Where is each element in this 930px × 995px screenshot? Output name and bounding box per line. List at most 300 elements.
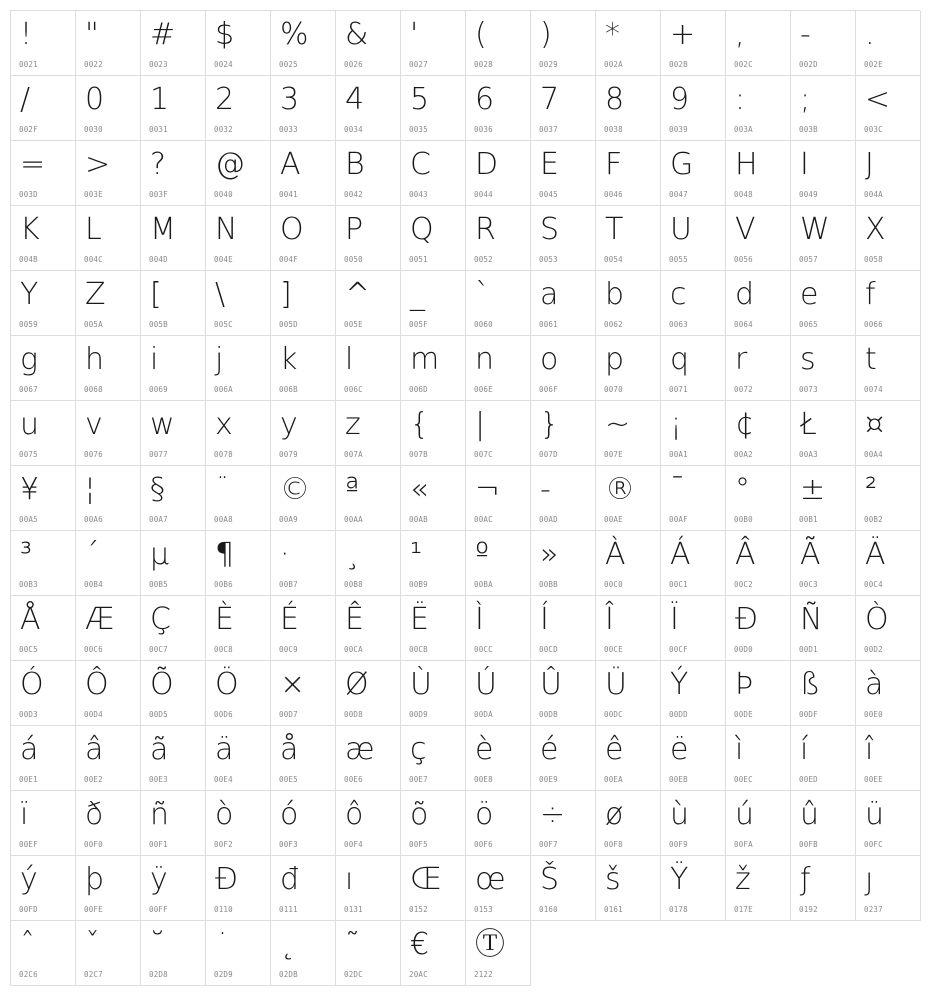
glyph-codepoint: 00F6 (474, 840, 493, 849)
glyph-cell (661, 466, 726, 531)
glyph-cell (791, 206, 856, 271)
glyph-cell (596, 596, 661, 661)
glyph-cell (661, 791, 726, 856)
glyph-codepoint: 00BB (539, 580, 558, 589)
glyph-cell (206, 401, 271, 466)
glyph-codepoint: 00E9 (539, 775, 558, 784)
glyph-cell (76, 271, 141, 336)
glyph-codepoint: 00B9 (409, 580, 428, 589)
glyph-codepoint: 005E (344, 320, 363, 329)
glyph-cell (596, 856, 661, 921)
glyph-cell (11, 856, 76, 921)
glyph-cell (141, 531, 206, 596)
glyph-cell (206, 726, 271, 791)
glyph-cell (856, 271, 921, 336)
glyph-char: a (540, 277, 559, 312)
glyph-codepoint: 00E7 (409, 775, 428, 784)
glyph-codepoint: 007B (409, 450, 428, 459)
glyph-cell (791, 141, 856, 206)
glyph-char: Ï (670, 602, 679, 637)
glyph-cell (726, 531, 791, 596)
glyph-cell (856, 856, 921, 921)
glyph-codepoint: 00B6 (214, 580, 233, 589)
glyph-codepoint: 00F9 (669, 840, 688, 849)
glyph-codepoint: 00A9 (279, 515, 298, 524)
glyph-cell (791, 791, 856, 856)
glyph-cell (336, 531, 401, 596)
glyph-char: ! (20, 17, 33, 52)
glyph-char: L (85, 212, 102, 247)
glyph-cell (466, 206, 531, 271)
glyph-cell (76, 401, 141, 466)
glyph-cell (206, 76, 271, 141)
glyph-cell (401, 76, 466, 141)
glyph-char: t (865, 342, 877, 377)
glyph-cell (11, 791, 76, 856)
glyph-cell (76, 856, 141, 921)
glyph-char: 3 (280, 82, 300, 117)
glyph-cell (336, 401, 401, 466)
glyph-char: Ý (670, 667, 689, 702)
glyph-codepoint: 02D8 (149, 970, 168, 979)
glyph-codepoint: 0026 (344, 60, 363, 69)
glyph-char: m (410, 342, 440, 377)
glyph-codepoint: 0072 (734, 385, 753, 394)
glyph-cell (206, 206, 271, 271)
glyph-cell (76, 596, 141, 661)
glyph-codepoint: 0070 (604, 385, 623, 394)
glyph-char: ] (280, 277, 292, 312)
glyph-char: ˙ (215, 927, 230, 962)
glyph-codepoint: 00D3 (19, 710, 38, 719)
glyph-codepoint: 00CC (474, 645, 493, 654)
glyph-cell (76, 141, 141, 206)
glyph-char: ° (735, 472, 750, 507)
glyph-codepoint: 017E (734, 905, 753, 914)
glyph-codepoint: 0046 (604, 190, 623, 199)
glyph-char: 6 (475, 82, 495, 117)
glyph-cell (336, 856, 401, 921)
glyph-cell (271, 206, 336, 271)
glyph-codepoint: 003E (84, 190, 103, 199)
glyph-codepoint: 0050 (344, 255, 363, 264)
glyph-codepoint: 00B0 (734, 515, 753, 524)
glyph-cell (466, 401, 531, 466)
glyph-cell (531, 596, 596, 661)
glyph-char: é (540, 732, 559, 767)
glyph-char: N (215, 212, 238, 247)
glyph-codepoint: 0037 (539, 125, 558, 134)
glyph-char: Ù (410, 667, 432, 702)
glyph-cell (11, 141, 76, 206)
glyph-cell (206, 921, 271, 986)
glyph-char: j (215, 342, 224, 377)
glyph-cell (401, 661, 466, 726)
glyph-char: . (865, 17, 875, 52)
glyph-codepoint: 006E (474, 385, 493, 394)
glyph-char: ȷ (865, 862, 874, 897)
glyph-char: ê (605, 732, 624, 767)
glyph-char: × (280, 667, 306, 702)
glyph-char: õ (410, 797, 429, 832)
glyph-cell (856, 76, 921, 141)
glyph-char: ó (280, 797, 299, 832)
glyph-codepoint: 0192 (799, 905, 818, 914)
glyph-cell (401, 791, 466, 856)
glyph-codepoint: 00D7 (279, 710, 298, 719)
glyph-char: @ (215, 147, 245, 182)
glyph-codepoint: 0027 (409, 60, 428, 69)
glyph-char: 1 (150, 82, 170, 117)
glyph-cell (791, 661, 856, 726)
glyph-char: U (670, 212, 692, 247)
glyph-cell (466, 76, 531, 141)
glyph-cell (76, 921, 141, 986)
glyph-codepoint: 004A (864, 190, 883, 199)
glyph-char: > (85, 147, 111, 182)
glyph-cell (76, 336, 141, 401)
glyph-cell (791, 856, 856, 921)
glyph-codepoint: 006D (409, 385, 428, 394)
glyph-codepoint: 0178 (669, 905, 688, 914)
glyph-char: Y (20, 277, 39, 312)
glyph-codepoint: 005A (84, 320, 103, 329)
glyph-codepoint: 0038 (604, 125, 623, 134)
glyph-codepoint: 0053 (539, 255, 558, 264)
glyph-char: : (735, 82, 746, 117)
glyph-codepoint: 00C2 (734, 580, 753, 589)
glyph-cell (856, 141, 921, 206)
glyph-cell (206, 661, 271, 726)
glyph-char: ˜ (345, 927, 360, 962)
glyph-codepoint: 00FD (19, 905, 38, 914)
glyph-codepoint: 00AD (539, 515, 558, 524)
glyph-codepoint: 0028 (474, 60, 493, 69)
glyph-cell (466, 466, 531, 531)
glyph-codepoint: 0049 (799, 190, 818, 199)
glyph-cell (791, 726, 856, 791)
glyph-cell (141, 466, 206, 531)
glyph-char: ı (345, 862, 354, 897)
glyph-char: ª (345, 472, 360, 507)
glyph-char: Ö (215, 667, 239, 702)
glyph-codepoint: 005C (214, 320, 233, 329)
glyph-cell (596, 11, 661, 76)
glyph-codepoint: 00E4 (214, 775, 233, 784)
glyph-codepoint: 004F (279, 255, 298, 264)
glyph-char: ÿ (150, 862, 168, 897)
glyph-char: 7 (540, 82, 560, 117)
glyph-char: + (670, 17, 696, 52)
glyph-codepoint: 0152 (409, 905, 428, 914)
glyph-char: [ (150, 277, 162, 312)
glyph-cell (531, 791, 596, 856)
glyph-cell (401, 141, 466, 206)
glyph-cell (726, 856, 791, 921)
glyph-char: µ (150, 537, 170, 572)
glyph-char: ( (475, 17, 487, 52)
glyph-cell (336, 661, 401, 726)
glyph-char: á (20, 732, 39, 767)
glyph-cell (401, 336, 466, 401)
glyph-codepoint: 00E6 (344, 775, 363, 784)
glyph-char: Ë (410, 602, 429, 637)
glyph-codepoint: 002E (864, 60, 883, 69)
glyph-cell (856, 661, 921, 726)
glyph-cell (11, 76, 76, 141)
glyph-char: o (540, 342, 559, 377)
glyph-cell (271, 791, 336, 856)
glyph-codepoint: 00A8 (214, 515, 233, 524)
glyph-codepoint: 00AC (474, 515, 493, 524)
glyph-cell (791, 466, 856, 531)
glyph-cell (11, 596, 76, 661)
glyph-cell (11, 11, 76, 76)
glyph-cell (596, 336, 661, 401)
glyph-cell (141, 141, 206, 206)
glyph-codepoint: 00AF (669, 515, 688, 524)
glyph-codepoint: 00BA (474, 580, 493, 589)
glyph-codepoint: 00C9 (279, 645, 298, 654)
glyph-char: Z (85, 277, 106, 312)
glyph-char: Q (410, 212, 434, 247)
glyph-cell (466, 336, 531, 401)
glyph-char: ¶ (215, 537, 235, 572)
glyph-char: î (865, 732, 874, 767)
glyph-codepoint: 00A1 (669, 450, 688, 459)
glyph-char: ' (410, 17, 419, 52)
glyph-cell (596, 271, 661, 336)
glyph-codepoint: 00E2 (84, 775, 103, 784)
glyph-codepoint: 0063 (669, 320, 688, 329)
glyph-codepoint: 00A7 (149, 515, 168, 524)
glyph-codepoint: 00F1 (149, 840, 168, 849)
glyph-cell (466, 141, 531, 206)
glyph-char: ) (540, 17, 552, 52)
glyph-cell (76, 726, 141, 791)
glyph-codepoint: 003F (149, 190, 168, 199)
glyph-char: ² (865, 472, 878, 507)
glyph-codepoint: 00C7 (149, 645, 168, 654)
glyph-cell (401, 726, 466, 791)
glyph-codepoint: 00DE (734, 710, 753, 719)
glyph-char: = (20, 147, 46, 182)
glyph-codepoint: 0110 (214, 905, 233, 914)
glyph-codepoint: 0074 (864, 385, 883, 394)
glyph-codepoint: 005D (279, 320, 298, 329)
glyph-char: f (865, 277, 876, 312)
glyph-char: û (800, 797, 820, 832)
glyph-char: 8 (605, 82, 625, 117)
glyph-char: ü (865, 797, 885, 832)
glyph-cell (141, 11, 206, 76)
glyph-codepoint: 0078 (214, 450, 233, 459)
glyph-codepoint: 00C5 (19, 645, 38, 654)
glyph-char: H (735, 147, 758, 182)
glyph-char: ñ (150, 797, 170, 832)
glyph-codepoint: 007E (604, 450, 623, 459)
glyph-codepoint: 00FF (149, 905, 168, 914)
glyph-grid (10, 10, 920, 986)
glyph-codepoint: 006A (214, 385, 233, 394)
glyph-char: ¥ (20, 472, 40, 507)
glyph-char: < (865, 82, 891, 117)
glyph-char: Ø (345, 667, 369, 702)
glyph-cell (141, 336, 206, 401)
glyph-codepoint: 00C1 (669, 580, 688, 589)
glyph-cell (466, 856, 531, 921)
glyph-codepoint: 00E0 (864, 710, 883, 719)
glyph-cell (271, 726, 336, 791)
glyph-char: ˇ (85, 927, 100, 962)
glyph-cell (271, 466, 336, 531)
glyph-cell (466, 11, 531, 76)
glyph-cell (661, 531, 726, 596)
glyph-char: Õ (150, 667, 174, 702)
glyph-codepoint: 00B7 (279, 580, 298, 589)
glyph-cell (791, 336, 856, 401)
glyph-char: w (150, 407, 175, 442)
glyph-codepoint: 00C8 (214, 645, 233, 654)
glyph-codepoint: 00E8 (474, 775, 493, 784)
glyph-char: d (735, 277, 755, 312)
glyph-char: K (20, 212, 40, 247)
glyph-codepoint: 00FB (799, 840, 818, 849)
glyph-codepoint: 00A4 (864, 450, 883, 459)
glyph-cell (856, 206, 921, 271)
glyph-cell (206, 856, 271, 921)
glyph-cell (336, 466, 401, 531)
glyph-char: Í (540, 602, 549, 637)
glyph-cell (11, 531, 76, 596)
glyph-cell (141, 791, 206, 856)
glyph-char: í (800, 732, 809, 767)
glyph-cell (661, 596, 726, 661)
glyph-char: Ê (345, 602, 364, 637)
glyph-codepoint: 00F4 (344, 840, 363, 849)
glyph-char: & (345, 17, 369, 52)
glyph-char: § (150, 472, 165, 507)
glyph-codepoint: 006F (539, 385, 558, 394)
glyph-codepoint: 00FC (864, 840, 883, 849)
glyph-cell (76, 791, 141, 856)
glyph-char: / (20, 82, 31, 117)
glyph-codepoint: 0067 (19, 385, 38, 394)
glyph-codepoint: 00CE (604, 645, 623, 654)
glyph-cell (791, 271, 856, 336)
glyph-cell (11, 206, 76, 271)
glyph-cell (76, 661, 141, 726)
glyph-char: " (85, 17, 99, 52)
glyph-codepoint: 00D8 (344, 710, 363, 719)
glyph-cell (336, 336, 401, 401)
glyph-cell (401, 856, 466, 921)
glyph-codepoint: 00C0 (604, 580, 623, 589)
glyph-char: º (475, 537, 490, 572)
glyph-codepoint: 0025 (279, 60, 298, 69)
glyph-codepoint: 0058 (864, 255, 883, 264)
glyph-cell (661, 76, 726, 141)
glyph-codepoint: 02C6 (19, 970, 38, 979)
glyph-char: A (280, 147, 301, 182)
glyph-cell (791, 11, 856, 76)
glyph-char: ï (20, 797, 29, 832)
glyph-codepoint: 00A2 (734, 450, 753, 459)
glyph-char: ù (670, 797, 690, 832)
glyph-cell (661, 141, 726, 206)
glyph-codepoint: 00EF (19, 840, 38, 849)
glyph-char: P (345, 212, 364, 247)
glyph-codepoint: 2122 (474, 970, 493, 979)
glyph-char: Ñ (800, 602, 823, 637)
glyph-char: x (215, 407, 233, 442)
glyph-codepoint: 00D6 (214, 710, 233, 719)
glyph-char: Á (670, 537, 691, 572)
glyph-char: T (605, 212, 624, 247)
glyph-char: ˆ (20, 927, 35, 962)
glyph-char: Ü (605, 667, 627, 702)
glyph-char: Đ (215, 862, 239, 897)
glyph-cell (726, 11, 791, 76)
glyph-char: q (670, 342, 690, 377)
glyph-char: Þ (735, 667, 754, 702)
glyph-char: ž (735, 862, 751, 897)
glyph-cell (401, 401, 466, 466)
glyph-cell (271, 856, 336, 921)
glyph-cell (661, 856, 726, 921)
glyph-codepoint: 003B (799, 125, 818, 134)
glyph-codepoint: 0022 (84, 60, 103, 69)
glyph-cell (531, 531, 596, 596)
glyph-codepoint: 0131 (344, 905, 363, 914)
glyph-cell (141, 661, 206, 726)
glyph-char: â (85, 732, 104, 767)
glyph-codepoint: 0075 (19, 450, 38, 459)
glyph-char: _ (410, 277, 425, 312)
glyph-codepoint: 003A (734, 125, 753, 134)
glyph-char: € (410, 927, 430, 962)
glyph-codepoint: 0043 (409, 190, 428, 199)
glyph-codepoint: 0111 (279, 905, 298, 914)
glyph-codepoint: 002C (734, 60, 753, 69)
glyph-char: š (605, 862, 621, 897)
glyph-cell (401, 596, 466, 661)
glyph-codepoint: 00ED (799, 775, 818, 784)
glyph-codepoint: 007C (474, 450, 493, 459)
glyph-codepoint: 005B (149, 320, 168, 329)
glyph-char: É (280, 602, 299, 637)
glyph-char: , (735, 17, 745, 52)
glyph-codepoint: 0054 (604, 255, 623, 264)
glyph-char: ð (85, 797, 104, 832)
glyph-cell (401, 466, 466, 531)
glyph-codepoint: 0042 (344, 190, 363, 199)
glyph-cell (271, 661, 336, 726)
glyph-cell (466, 791, 531, 856)
glyph-char: ä (215, 732, 234, 767)
glyph-codepoint: 00D9 (409, 710, 428, 719)
glyph-cell (661, 726, 726, 791)
glyph-char: ý (20, 862, 38, 897)
glyph-codepoint: 00B2 (864, 515, 883, 524)
glyph-cell (271, 401, 336, 466)
glyph-codepoint: 00CD (539, 645, 558, 654)
glyph-char: Đ (735, 602, 759, 637)
glyph-char: ¡ (670, 407, 683, 442)
glyph-codepoint: 0060 (474, 320, 493, 329)
glyph-char: ¦ (85, 472, 96, 507)
glyph-cell (791, 596, 856, 661)
